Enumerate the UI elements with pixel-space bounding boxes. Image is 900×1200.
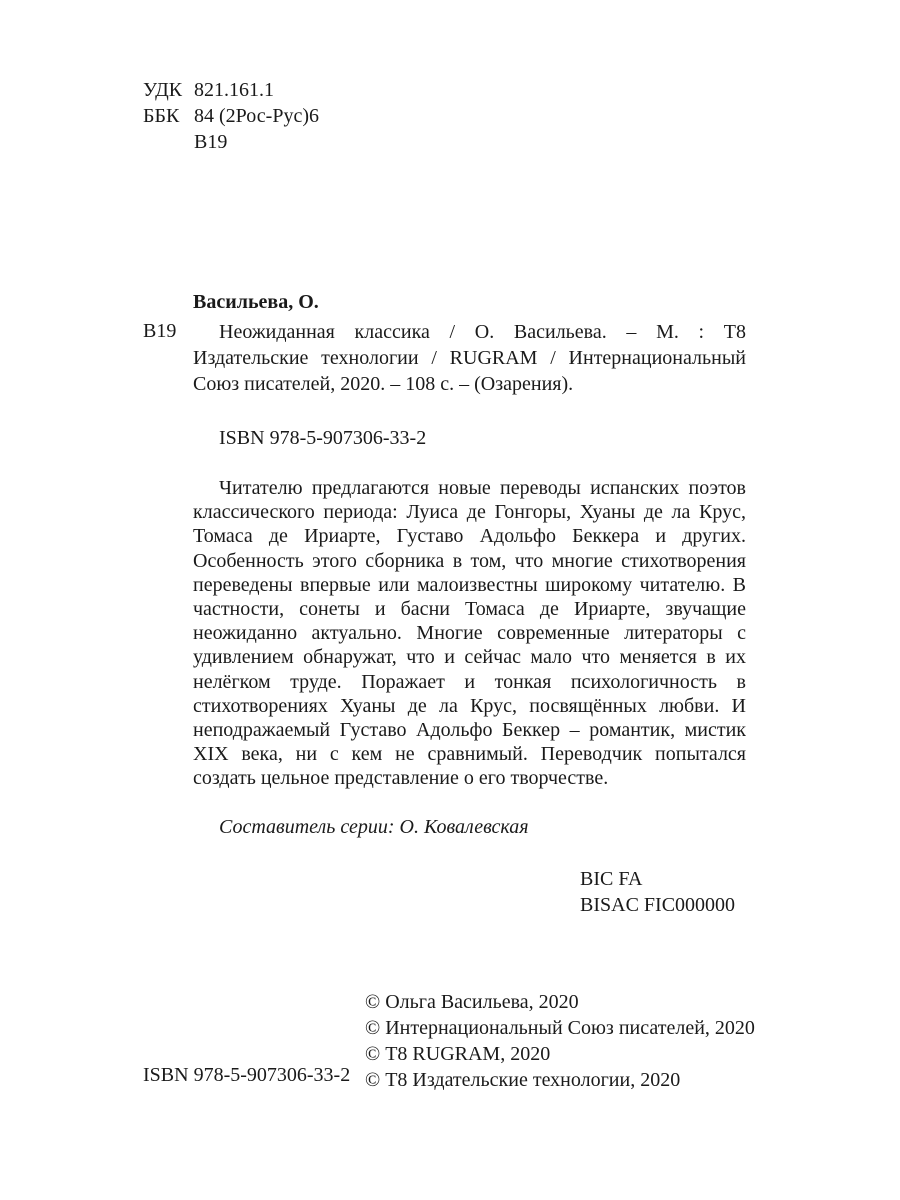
isbn-bottom: ISBN 978-5-907306-33-2 <box>143 1064 351 1086</box>
copyright-line: © Интернациональный Союз писателей, 2020 <box>365 1017 755 1039</box>
bbk-value: 84 (2Рос-Рус)6 <box>194 105 319 127</box>
catalog-description: Неожиданная классика / О. Васильева. – М. : Т8 Издательские технологии / RUGRAM / Интернациональный Союз писателей, 2020. – 108 с. – (Озарения). <box>193 321 746 395</box>
bbk-label: ББК <box>143 105 180 127</box>
copyright-line: © Ольга Васильева, 2020 <box>365 991 579 1013</box>
copyright-line: © Т8 Издательские технологии, 2020 <box>365 1069 681 1091</box>
author-code-top: В19 <box>194 131 228 153</box>
udk-row <box>143 78 319 104</box>
series-editor: Составитель серии: О. Ковалевская <box>219 816 529 838</box>
bisac-code: BISAC FIC000000 <box>580 894 736 916</box>
bic-code: BIC FA <box>580 868 643 890</box>
copyright-line: © Т8 RUGRAM, 2020 <box>365 1043 551 1065</box>
annotation-text: Читателю предлагаются новые переводы испанских поэтов классического периода: Луиса де Гонгоры, Хуаны де ла Крус, Томаса де Ириарте, Густаво Адольфо Беккера и других. Особенность этого сборника в том, что многие стихотворения переведены впервые или малоизвестны широкому читателю. В частности, сонеты и басни Томаса де Ириарте, звучащие неожиданно актуально. Многие современные литераторы с удивлением обнаружат, что и сейчас мало что меняется в их нелёгком труде. Поражает и тонкая психологичность в стихотворениях Хуаны де ла Крус, посвящённых любви. И неподражаемый Густаво Адольфо Беккер – романтик, мистик XIX века, ни с кем не сравнимый. Переводчик попытался создать цельное представление о его творчестве. <box>193 477 746 790</box>
udk-label: УДК <box>143 79 183 101</box>
subject-codes <box>580 866 735 918</box>
copyright-block <box>365 989 755 1093</box>
author-code-row <box>143 130 319 156</box>
classification-codes <box>143 78 319 156</box>
bbk-row <box>143 104 319 130</box>
catalog-code: В19 <box>143 320 177 342</box>
catalog-author: Васильева, О. <box>193 291 319 313</box>
udk-value: 821.161.1 <box>194 79 274 101</box>
catalog-isbn: ISBN 978-5-907306-33-2 <box>219 427 427 449</box>
